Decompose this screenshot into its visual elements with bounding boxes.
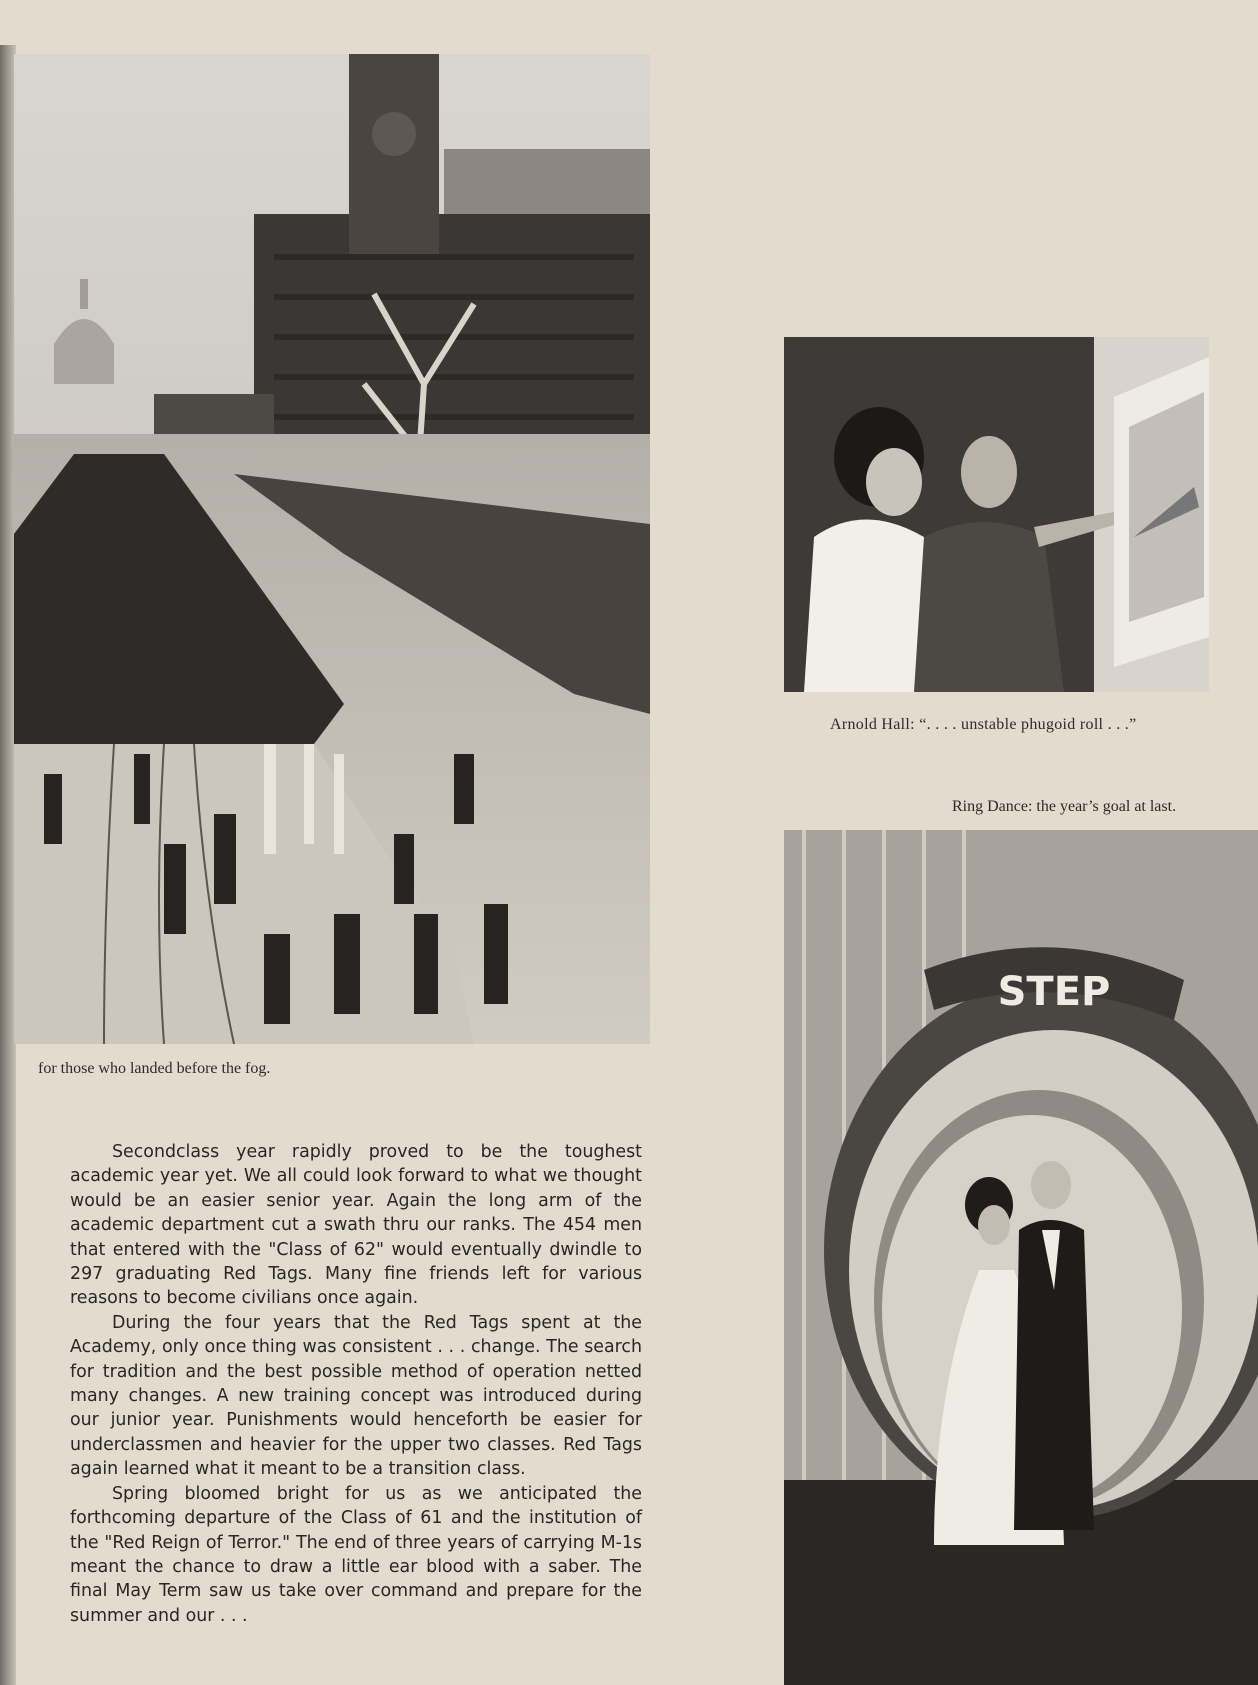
parade-caption: for those who landed before the fog.: [38, 1060, 271, 1077]
ring-sign-text: STEP: [997, 969, 1111, 1015]
parade-photo: [14, 54, 650, 1044]
body-text: [70, 1140, 642, 1628]
arnold-hall-photo: [784, 337, 1209, 692]
arnold-hall-caption: Arnold Hall: “. . . . unstable phugoid roll . . .”: [830, 716, 1137, 733]
body-paragraph: During the four years that the Red Tags spent at the Academy, only once thing was consistent . . . change. The search for tradition and the best possible method of operation netted many changes. A new training concept was introduced during our junior year. Punishments would henceforth be easier for underclassmen and heavier for the upper two classes. Red Tags again learned what it meant to be a transition class.: [70, 1312, 642, 1480]
ring-dance-caption: Ring Dance: the year’s goal at last.: [952, 798, 1177, 815]
body-paragraph: Spring bloomed bright for us as we anticipated the forthcoming departure of the Class of 61 and the institution of the "Red Reign of Terror." The end of three years of carrying M-1s meant the chance to draw a little ear blood with a saber. The final May Term saw us take over command and prepare for the summer and our . . .: [70, 1483, 642, 1626]
ring-dance-photo: [784, 830, 1258, 1685]
body-paragraph: Secondclass year rapidly proved to be the toughest academic year yet. We all could look forward to what we thought would be an easier senior year. Again the long arm of the academic department cut a swath thru our ranks. The 454 men that entered with the "Class of 62" would eventually dwindle to 297 graduating Red Tags. Many fine friends left for various reasons to become civilians once again.: [70, 1142, 642, 1309]
